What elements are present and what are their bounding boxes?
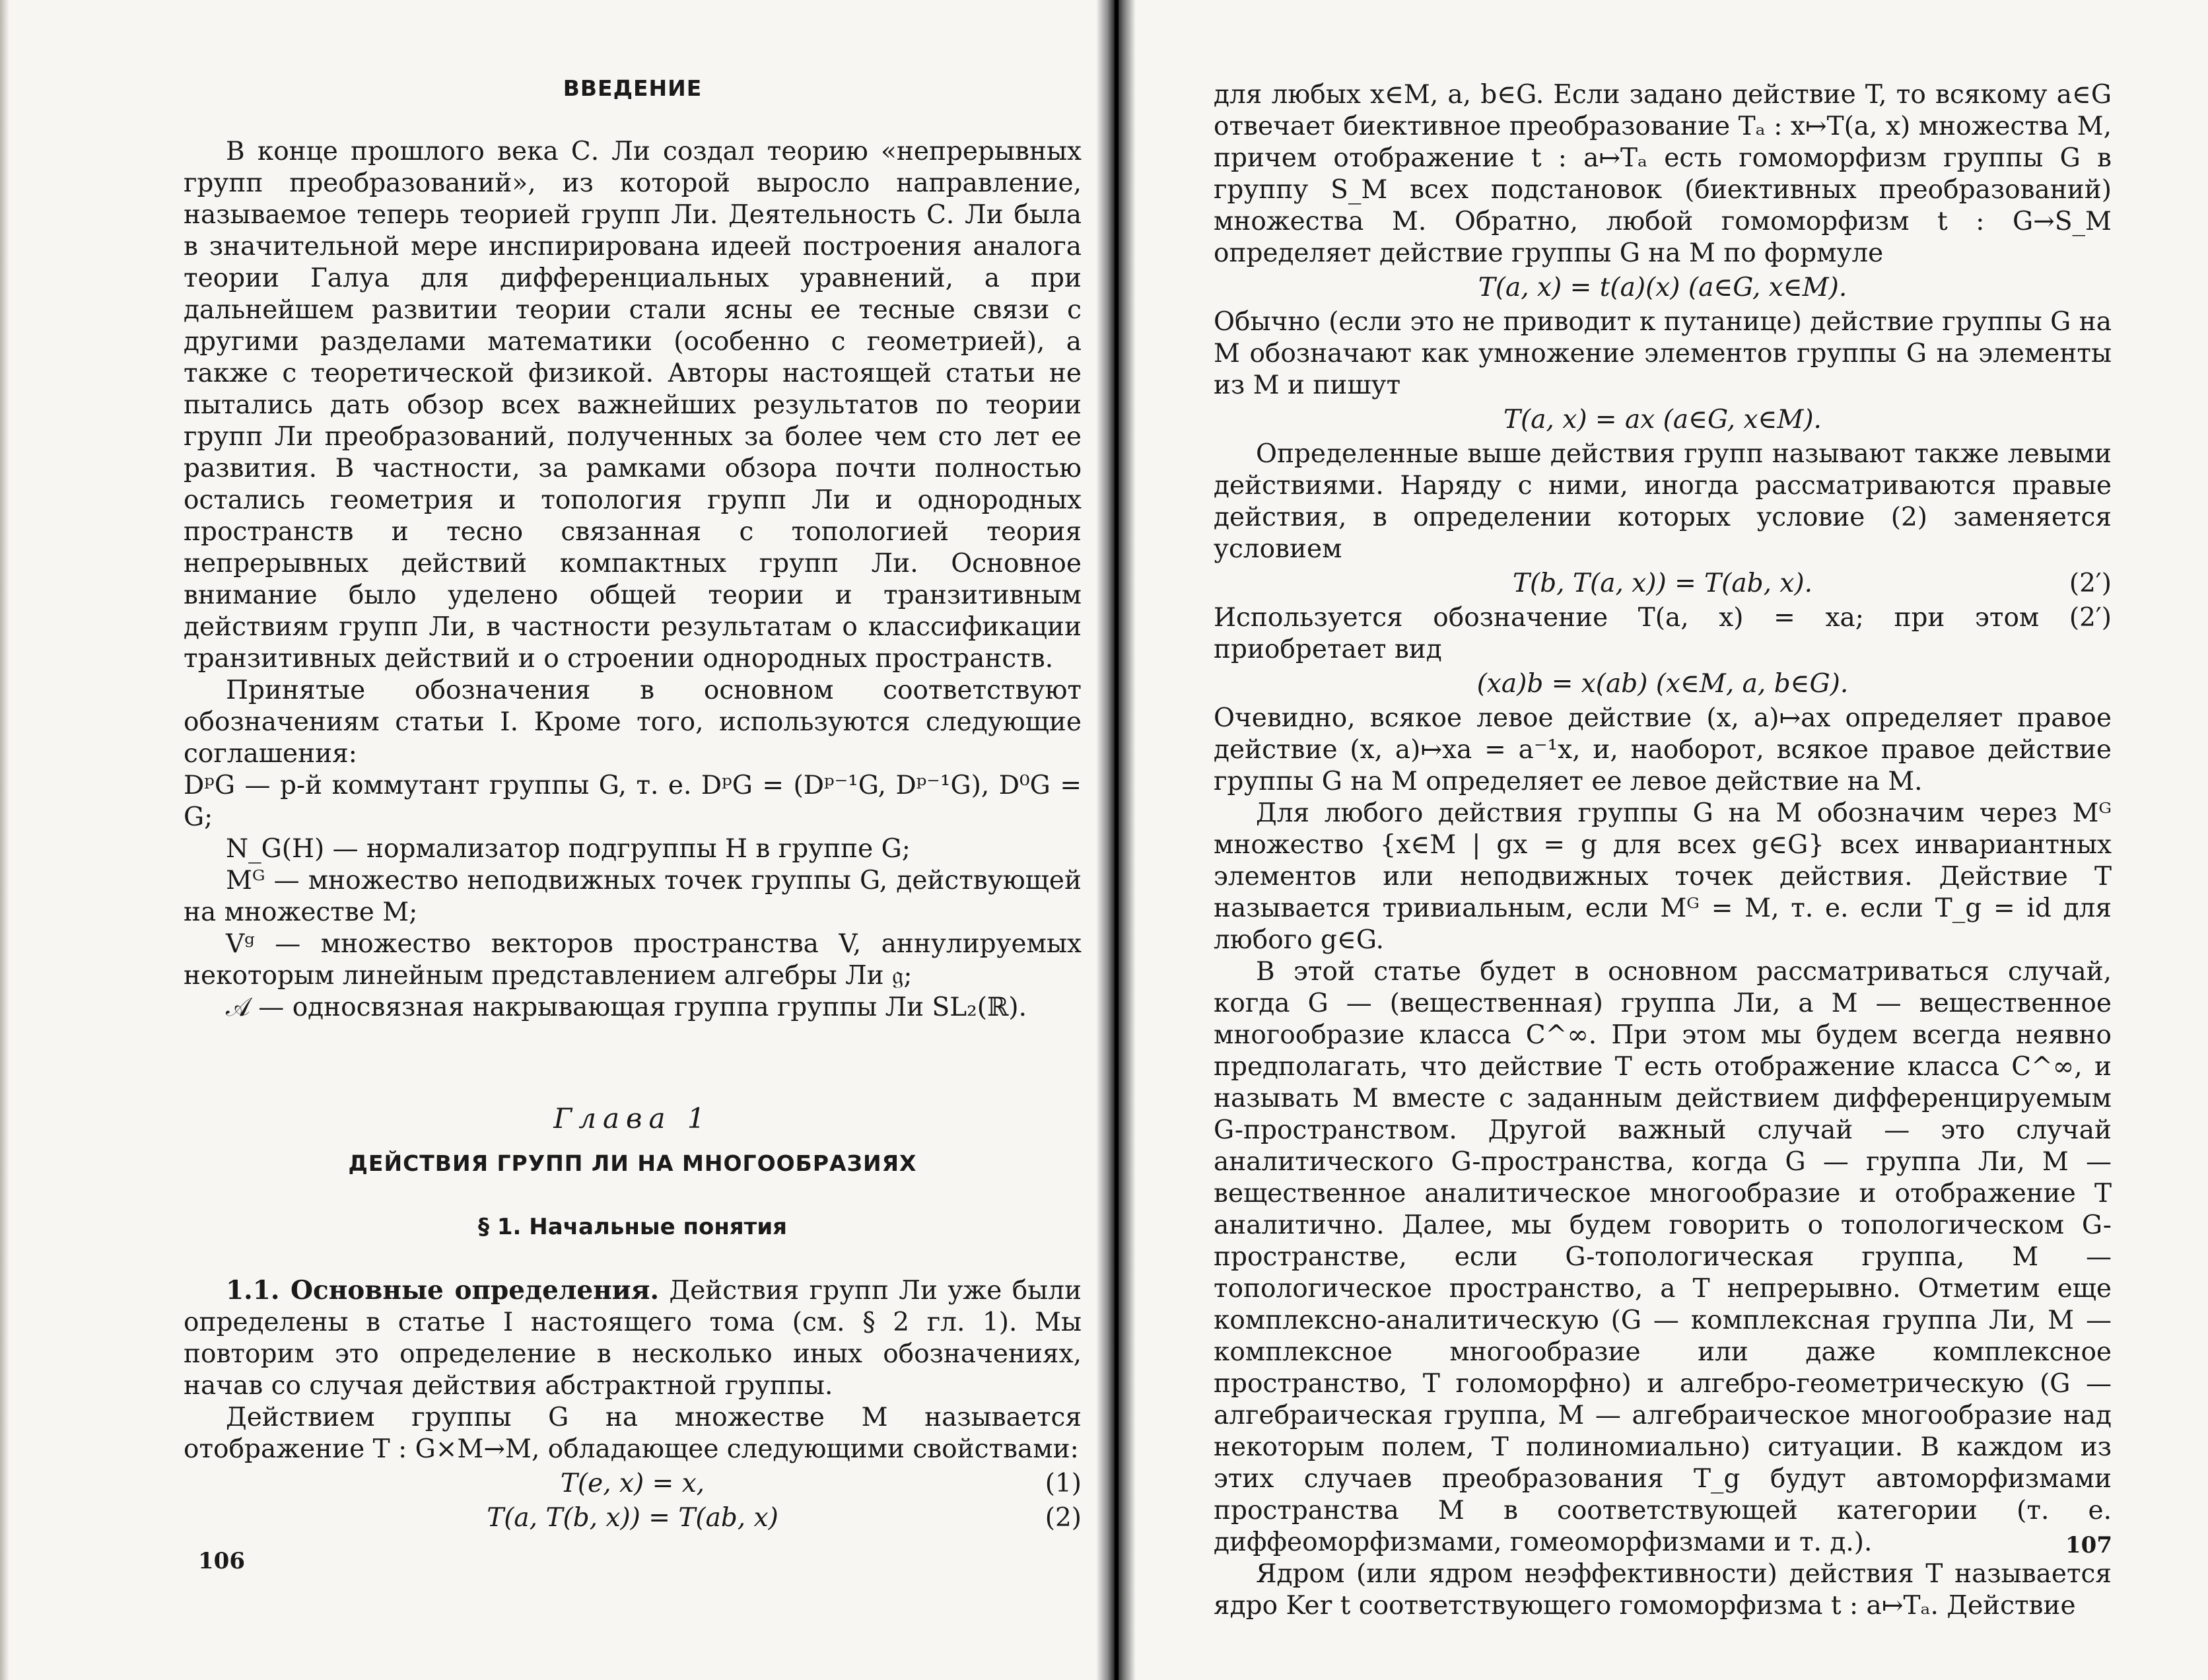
formula-2-prime (1214, 568, 2112, 600)
notation-annihilated-vectors: Vᵍ — множество векторов пространства V, аннулируемых некоторым линейным представлением алгебры Ли 𝔤; (184, 929, 1082, 991)
formula-mult (1214, 404, 2112, 436)
page-edge-shadow (0, 0, 9, 1680)
formula-mult-text: T(a, x) = ax (a∈G, x∈M). (1503, 405, 1822, 435)
subsection-lead: 1.1. Основные определения. (226, 1275, 660, 1306)
notation-intro: Принятые обозначения в основном соответствуют обозначениям статьи I. Кроме того, используются следующие соглашения: (184, 676, 1082, 769)
action-paragraph: для любых x∈M, a, b∈G. Если задано действие T, то всякому a∈G отвечает биективное преобразование Tₐ : x↦T(a, x) множества M, причем отображение t : a↦Tₐ есть гомоморфизм группы G в группу S_M всех подстановок (биективных преобразований) множества M. Обратно, любой гомоморфизм t : G→S_M определяет действие группы G на M по формуле (1214, 80, 2112, 268)
notation-fixed-points: Mᴳ — множество неподвижных точек группы G, действующей на множестве M; (184, 866, 1082, 927)
formula-2-number: (2) (1045, 1503, 1082, 1533)
intro-title: ВВЕДЕНИЕ (563, 75, 703, 101)
left-page (184, 73, 1082, 1537)
formula-2-prime-text: T(b, T(a, x)) = T(ab, x). (1512, 569, 1812, 598)
multiplication-paragraph: Обычно (если это не приводит к путанице) действие группы G на M обозначают как умножение элементов группы G на элементы из M и пишут (1214, 307, 2112, 400)
notation-universal-cover: 𝒜 — односвязная накрывающая группа группы Ли SL₂(ℝ). (226, 993, 1027, 1022)
formula-right-assoc-text: (xa)b = x(ab) (x∈M, a, b∈G). (1476, 669, 1849, 699)
gutter-fold-line (1115, 0, 1119, 1680)
formula-hom-text: T(a, x) = t(a)(x) (a∈G, x∈M). (1478, 273, 1847, 302)
subsection-text: Действия групп Ли уже были определены в статье I настоящего тома (см. § 2 гл. 1). Мы повторим это определение в несколько иных обозначениях, начав со случая действия абстрактной группы. (184, 1276, 1082, 1401)
left-right-actions-paragraph: Определенные выше действия групп называют также левыми действиями. Наряду с ними, иногда рассматриваются правые действия, в определении которых условие (2) заменяется условием (1214, 439, 2112, 564)
formula-2-prime-number: (2′) (2069, 569, 2112, 598)
formula-1 (184, 1468, 1082, 1500)
notation-commutant: DᵖG — p-й коммутант группы G, т. е. DᵖG = (Dᵖ⁻¹G, Dᵖ⁻¹G), D⁰G = G; (184, 771, 1082, 832)
kernel-paragraph: Ядром (или ядром неэффективности) действия T называется ядро Ker t соответствующего гомоморфизма t : a↦Tₐ. Действие (1214, 1559, 2112, 1621)
chapter-label: Глава 1 (553, 1102, 712, 1135)
chapter-title: ДЕЙСТВИЯ ГРУПП ЛИ НА МНОГООБРАЗИЯХ (348, 1150, 917, 1176)
left-to-right-paragraph: Очевидно, всякое левое действие (x, a)↦ax определяет правое действие (x, a)↦xa = a⁻¹x, и, наоборот, всякое правое действие группы G на M определяет ее левое действие на M. (1214, 703, 2112, 796)
formula-2-text: T(a, T(b, x)) = T(ab, x) (487, 1503, 778, 1533)
section-title: § 1. Начальные понятия (478, 1214, 787, 1240)
formula-1-text: T(e, x) = x, (560, 1469, 705, 1498)
formula-1-number: (1) (1045, 1469, 1082, 1498)
page-number-left: 106 (198, 1548, 245, 1574)
lie-group-cases-paragraph: В этой статье будет в основном рассматриваться случай, когда G — (вещественная) группа Ли, а M — вещественное многообразие класса C^∞. При этом мы будем всегда неявно предполагать, что действие T есть отображение класса C^∞, и называть M вместе с заданным действием дифференцируемым G-пространством. Другой важный случай — это случай аналитического G-пространства, когда G — группа Ли, M — вещественное аналитическое многообразие и отображение T аналитично. Далее, мы будем говорить о топологическом G-пространстве, если G-топологическая группа, M — топологическое пространство, а T непрерывно. Отметим еще комплексно-аналитическую (G — комплексная группа Ли, M — комплексное многообразие или даже комплексное пространство, T голоморфно) и алгебро-геометрическую (G — алгебраическая группа, M — алгебраическое многообразие над некоторым полем, T полиномиально) ситуации. В каждом из этих случаев преобразования T_g будут автоморфизмами пространства M в соответствующей категории (т. е. диффеоморфизмами, гомеоморфизмами и т. д.). (1214, 957, 2112, 1557)
invariant-elements-paragraph: Для любого действия группы G на M обозначим через Mᴳ множество {x∈M | gx = g для всех g∈G} всех инвариантных элементов или неподвижных точек действия. Действие T называется тривиальным, если Mᴳ = M, т. е. если T_g = id для любого g∈G. (1214, 798, 2112, 955)
right-page (1214, 79, 2112, 1622)
right-notation-paragraph: Используется обозначение T(a, x) = xa; при этом (2′) приобретает вид (1214, 603, 2112, 664)
page-number-right: 107 (2065, 1532, 2112, 1558)
notation-normalizer: N_G(H) — нормализатор подгруппы H в группе G; (226, 834, 911, 864)
intro-paragraph: В конце прошлого века С. Ли создал теорию «непрерывных групп преобразований», из которой выросло направление, называемое теперь теорией групп Ли. Деятельность С. Ли была в значительной мере инспирирована идеей построения аналога теории Галуа для дифференциальных уравнений, а при дальнейшем развитии теории стали ясны ее тесные связи с другими разделами математики (особенно с геометрией), а также с теоретической физикой. Авторы настоящей статьи не пытались дать обзор всех важнейших результатов по теории групп Ли преобразований, полученных за более чем сто лет ее развития. В частности, за рамками обзора почти полностью остались геометрия и топология групп Ли и однородных пространств и тесно связанная с топологией теория непрерывных действий компактных групп Ли. Основное внимание было уделено общей теории и транзитивным действиям групп Ли, в частности результатам о классификации транзитивных действий и о строении однородных пространств. (184, 137, 1082, 674)
formula-2 (184, 1502, 1082, 1534)
formula-right-assoc (1214, 668, 2112, 700)
definition-paragraph: Действием группы G на множестве M называется отображение T : G×M→M, обладающее следующими свойствами: (184, 1403, 1082, 1464)
subsection-paragraph (184, 1275, 1082, 1402)
formula-hom (1214, 272, 2112, 304)
